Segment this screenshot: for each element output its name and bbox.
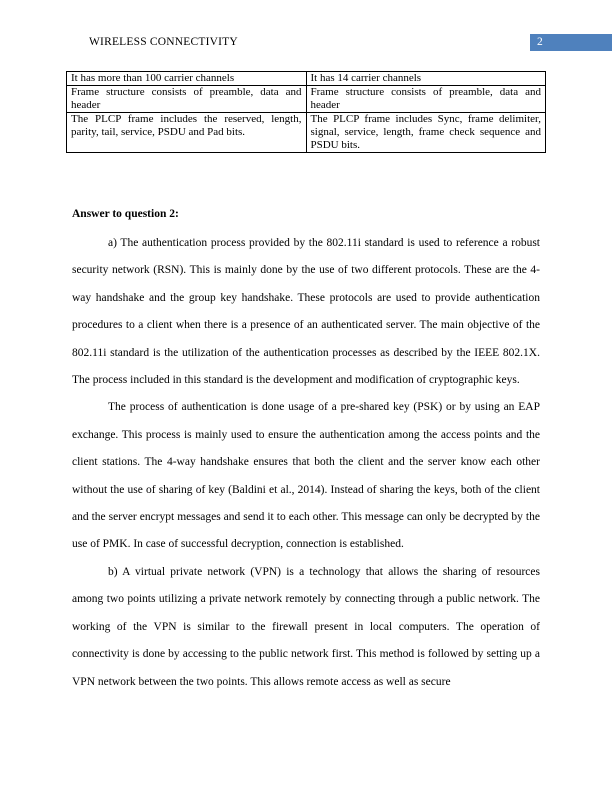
running-header-title: WIRELESS CONNECTIVITY (89, 36, 238, 48)
table-cell: It has 14 carrier channels (306, 72, 546, 86)
table-row (67, 86, 546, 113)
table-row (67, 72, 546, 86)
table-cell: It has more than 100 carrier channels (67, 72, 307, 86)
body-text (72, 230, 540, 696)
paragraph: a) The authentication process provided by the 802.11i standard is used to reference a robust security network (RSN). This is mainly done by the use of two different protocols. These are the 4-way handshake and the group key handshake. These protocols are used to provide authentication procedures to a client when there is a presence of an authenticated server. The main objective of the 802.11i standard is the utilization of the authentication processes as described by the IEEE 802.1X. The process included in this standard is the development and modification of cryptographic keys. (72, 237, 540, 387)
page-number-badge (530, 34, 612, 51)
paragraph: b) A virtual private network (VPN) is a technology that allows the sharing of resources among two points utilizing a private network remotely by connecting through a public network. The working of the VPN is similar to the firewall present in local computers. The operation of connectivity is done by accessing to the public network first. This method is followed by setting up a VPN network between the two points. This allows remote access as well as secure (72, 565, 540, 688)
table-cell: Frame structure consists of preamble, data and header (306, 86, 546, 113)
section-heading: Answer to question 2: (72, 208, 179, 220)
table-cell: The PLCP frame includes the reserved, length, parity, tail, service, PSDU and Pad bits. (67, 113, 307, 153)
comparison-table (66, 71, 546, 153)
paragraph: The process of authentication is done usage of a pre-shared key (PSK) or by using an EAP exchange. This process is mainly used to ensure the authentication among the access points and the client stations. The 4-way handshake ensures that both the client and the server know each other without the use of sharing of key (Baldini et al., 2014). Instead of sharing the keys, both of the client and the server encrypt messages and send it to each other. This message can only be decrypted by the use of PMK. In case of successful decryption, connection is established. (72, 401, 540, 551)
table-cell: The PLCP frame includes Sync, frame delimiter, signal, service, length, frame check sequence and PSDU bits. (306, 113, 546, 153)
table-cell: Frame structure consists of preamble, data and header (67, 86, 307, 113)
page-number: 2 (537, 36, 543, 48)
table-row (67, 113, 546, 153)
